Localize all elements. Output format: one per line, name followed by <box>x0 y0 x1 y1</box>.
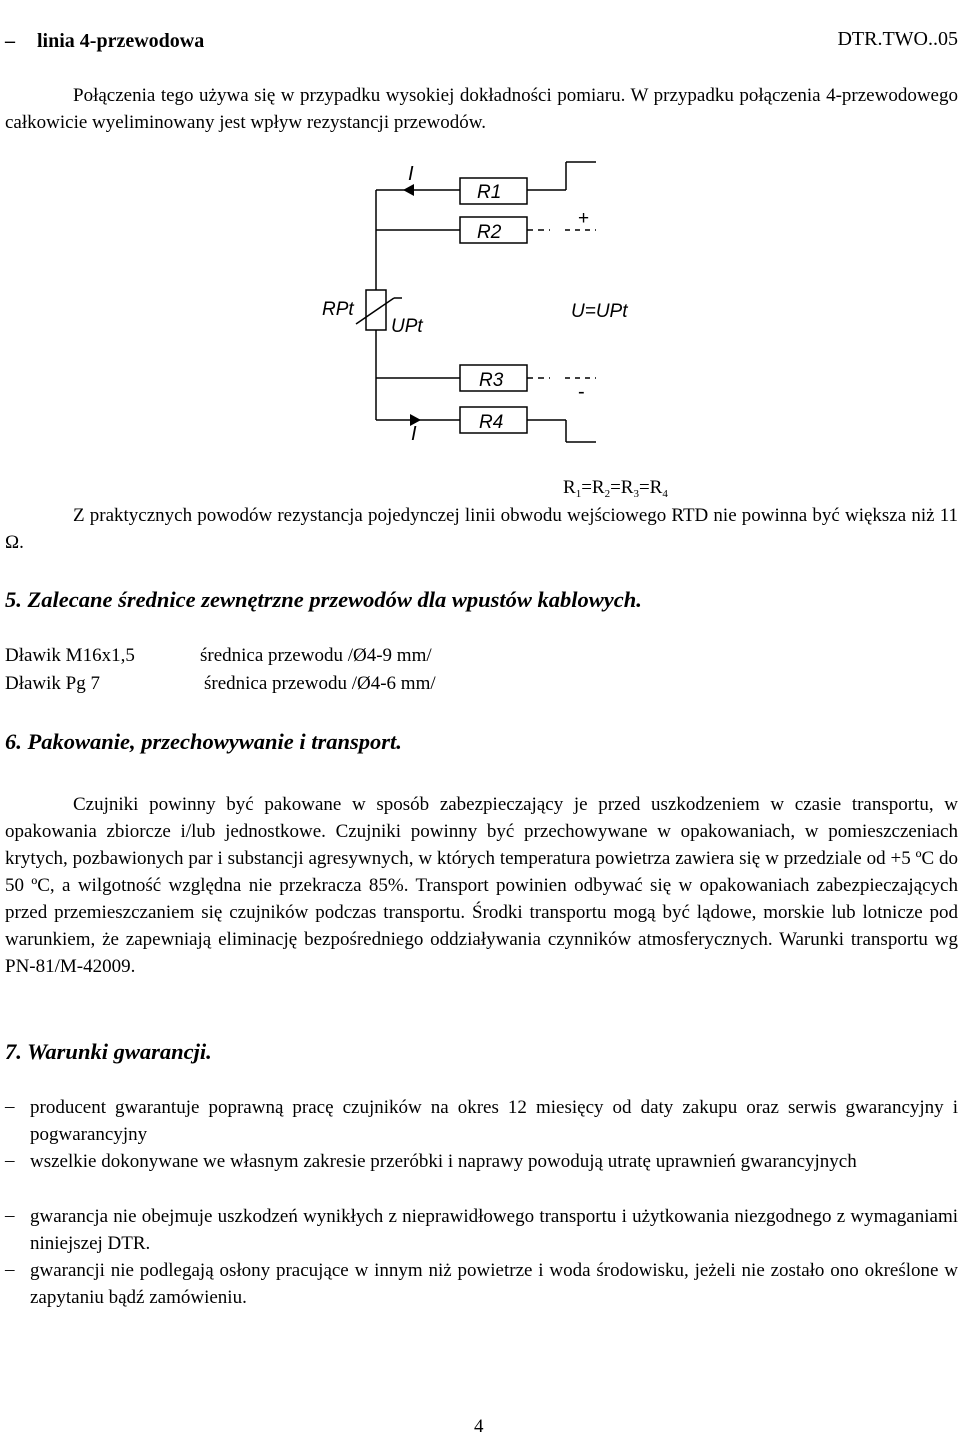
resistance-equality <box>563 477 668 499</box>
section-6-text: Czujniki powinny być pakowane w sposób zabezpieczający je przed uszkodzeniem w czasie transportu, w opakowania zbiorcze i/lub jednostkowe. Czujniki powinny być przechowywane w opakowaniach, w pomieszczeniach krytych, pozbawionych par i substancji agresywnych, w których temperatura powietrza zawiera się w przedziale od +5 ºC do 50 ºC, a wilgotność względna nie przekracza 85%. Transport powinien odbywać się w opakowaniach zabezpieczających przed przemieszczaniem się czujników podczas transportu. Środki transportu mogą być lądowe, morskie lub lotnicze pod warunkiem, że zapewniają eliminację bezpośredniego oddziaływania czynników atmosferycznych. Warunki transportu wg PN-81/M-42009. <box>5 794 958 977</box>
eq-sub1: 1 <box>575 488 582 500</box>
bullet-dash-1: – <box>5 1096 15 1117</box>
upt-label: UPt <box>391 316 423 337</box>
r4-label: R4 <box>479 412 504 433</box>
eq-r1: R <box>563 477 576 498</box>
warranty-bullet-4: gwarancji nie podlegają osłony pracujące w innym niż powietrze i woda środowisku, jeżeli nie zostało ono określone w zapytaniu bądź zamówieniu. <box>30 1260 958 1308</box>
document-code: DTR.TWO..05 <box>837 28 958 50</box>
rpt-label: RPt <box>322 299 354 320</box>
page-section-title: linia 4-przewodowa <box>37 30 205 52</box>
section-6-heading: 6. Pakowanie, przechowywanie i transport. <box>5 729 402 754</box>
current-arrow-top <box>403 184 414 196</box>
gland-pg7-diameter: średnica przewodu /Ø4-6 mm/ <box>204 673 436 694</box>
bullet-dash-3: – <box>5 1205 15 1226</box>
header-dash: – <box>5 30 15 52</box>
u-equals-upt-label: U=UPt <box>571 301 628 322</box>
current-label-bottom: I <box>411 423 417 445</box>
four-wire-diagram <box>0 140 960 460</box>
warranty-bullet-2: wszelkie dokonywane we własnym zakresie przeróbki i naprawy powodują utratę uprawnień gwarancyjnych <box>30 1151 857 1172</box>
section-5-heading: 5. Zalecane średnice zewnętrzne przewodów dla wpustów kablowych. <box>5 587 642 612</box>
warranty-bullet-3: gwarancja nie obejmuje uszkodzeń wynikłych z nieprawidłowego transportu i użytkowania niezgodnego z wymaganiami niniejszej DTR. <box>30 1206 958 1254</box>
gland-m16-name: Dławik M16x1,5 <box>5 645 135 666</box>
current-label-top: I <box>408 163 414 185</box>
section-6-paragraph <box>5 791 958 980</box>
r2-label: R2 <box>477 222 502 243</box>
rtd-variable-arrow <box>356 298 394 324</box>
practical-note-paragraph <box>5 502 958 556</box>
eq-sub2: 2 <box>604 488 611 500</box>
eq-r3: =R <box>610 477 634 498</box>
gland-m16-diameter: średnica przewodu /Ø4-9 mm/ <box>200 645 432 666</box>
bullet-dash-2: – <box>5 1150 15 1171</box>
eq-r4: =R <box>638 477 663 498</box>
intro-text: Połączenia tego używa się w przypadku wysokiej dokładności pomiaru. W przypadku połączenia 4-przewodowego całkowicie wyeliminowany jest wpływ rezystancji przewodów. <box>5 85 958 133</box>
intro-paragraph <box>5 82 958 136</box>
r1-label: R1 <box>477 182 502 203</box>
r3-label: R3 <box>479 370 504 391</box>
plus-label: + <box>578 208 590 229</box>
eq-sub3: 3 <box>633 488 639 500</box>
eq-r2: =R <box>581 477 605 498</box>
section-7-heading: 7. Warunki gwarancji. <box>5 1039 212 1064</box>
minus-label: - <box>578 381 585 403</box>
page-number: 4 <box>474 1416 484 1437</box>
eq-sub4: 4 <box>662 488 668 500</box>
gland-pg7-name: Dławik Pg 7 <box>5 673 100 694</box>
warranty-bullet-1: producent gwarantuje poprawną pracę czujników na okres 12 miesięcy od daty zakupu oraz serwis gwarancyjny i pogwarancyjny <box>30 1097 958 1145</box>
bullet-dash-4: – <box>5 1259 15 1280</box>
practical-note-text: Z praktycznych powodów rezystancja pojedynczej linii obwodu wejściowego RTD nie powinna być większa niż 11 Ω. <box>5 505 958 553</box>
